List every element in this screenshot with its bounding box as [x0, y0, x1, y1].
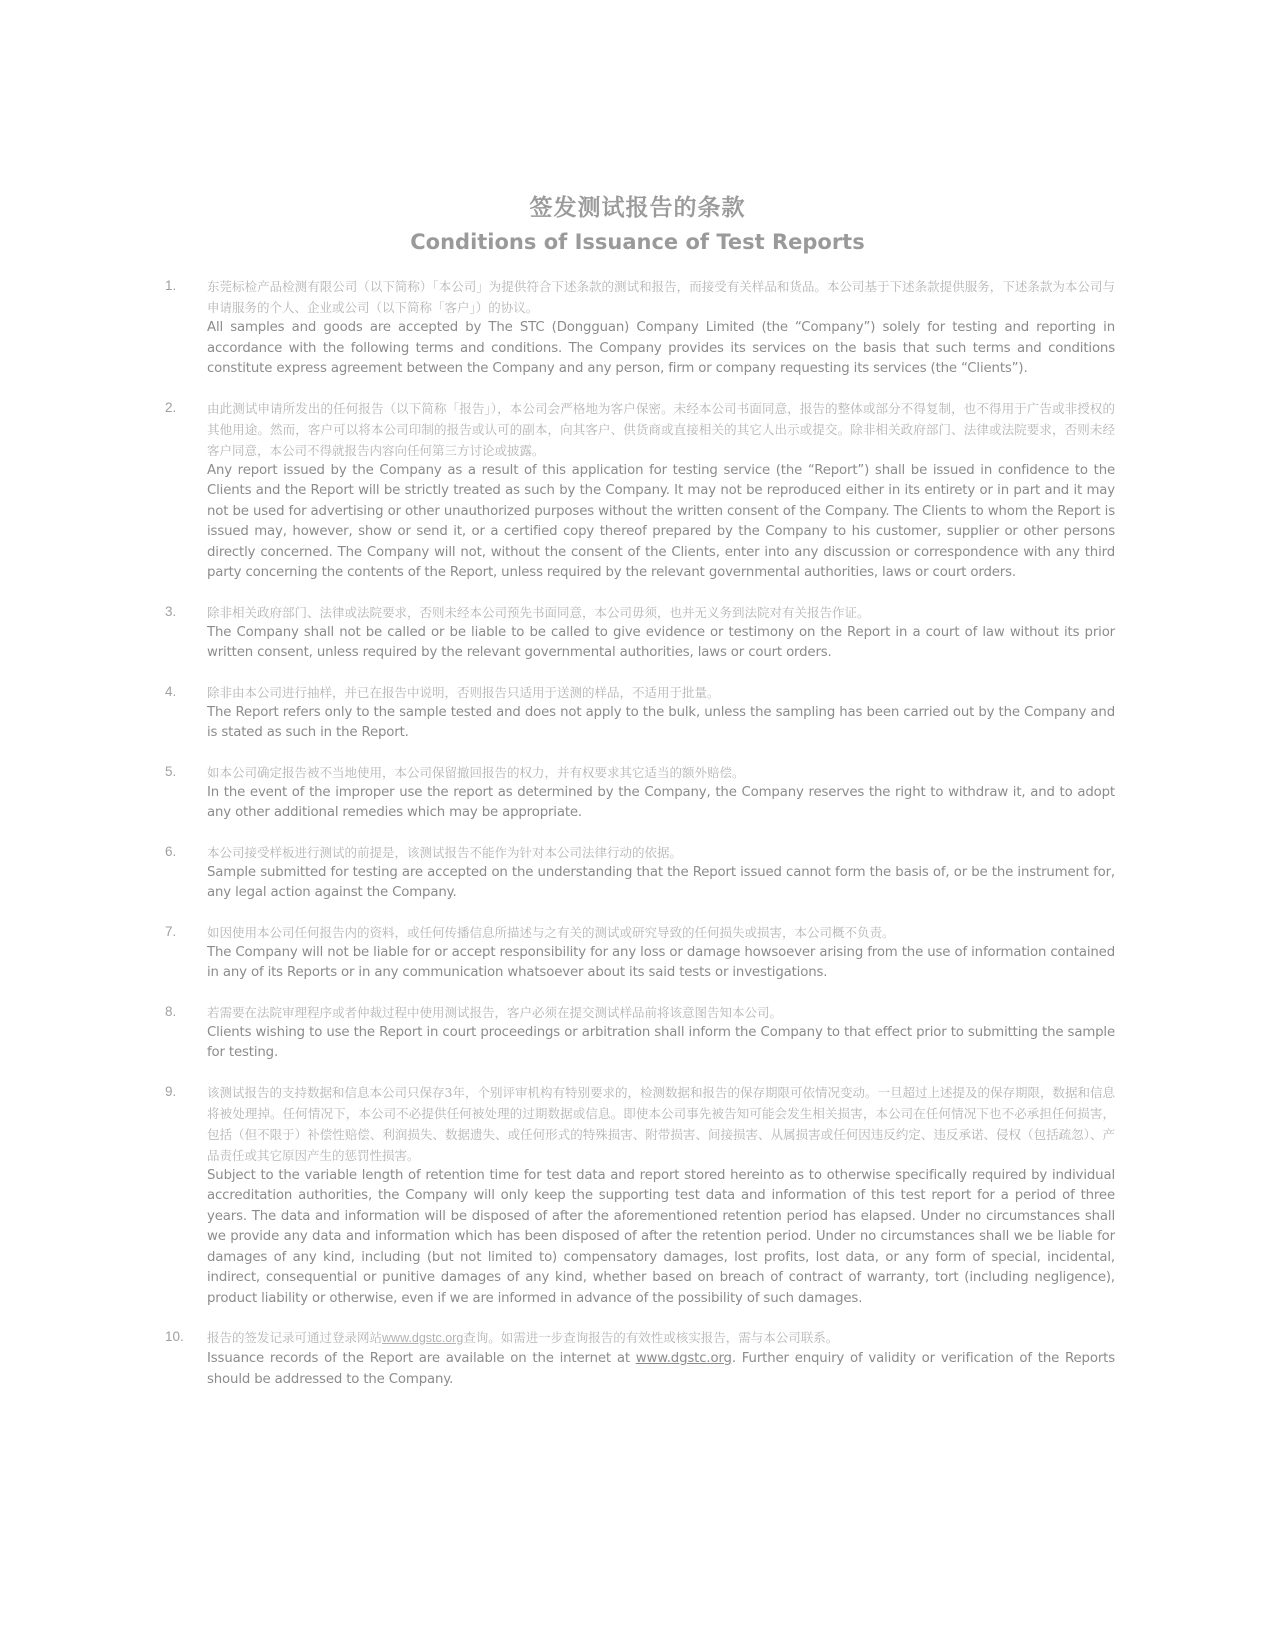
item-number: 8.: [165, 1003, 177, 1019]
condition-item-6: [165, 842, 1115, 904]
item-text-english: In the event of the improper use the report as determined by the Company, the Company reserves the right to withdraw it, and to adopt any other additional remedies which may be appropriate.: [207, 784, 1115, 820]
item-text-english: Any report issued by the Company as a result of this application for testing service (the “Report”) shall be issued in confidence to the Clients and the Report will be strictly treated as such by the Company. It may not be reproduced either in its entirety or in part and it may not be used for advertising or other unauthorized purposes without the written consent of the Company. The Clients to whom the Report is issued may, however, show or send it, or a certified copy thereof prepared by the Company to his customer, supplier or other persons directly concerned. The Company will not, without the consent of the Clients, enter into any discussion or correspondence with any third party concerning the contents of the Report, unless required by the relevant governmental authorities, laws or court orders.: [207, 462, 1115, 580]
item-text-english: [207, 1349, 1115, 1390]
condition-item-10: [165, 1327, 1115, 1390]
website-link[interactable]: www.dgstc.org: [635, 1351, 732, 1366]
item-text-chinese: 除非相关政府部门、法律或法院要求，否则未经本公司预先书面同意，本公司毋须，也并无义务到法院对有关报告作证。: [207, 604, 870, 620]
item-text-chinese-post: 查询。如需进一步查询报告的有效性或核实报告，需与本公司联系。: [463, 1330, 839, 1345]
item-number: 1.: [165, 278, 177, 293]
item-text-english-post: . Further enquiry of validity or verification of the Reports should be addressed to the Company.: [207, 1351, 1115, 1387]
item-text-english: Subject to the variable length of retention time for test data and report stored hereinto as to otherwise specifically required by individual accreditation authorities, the Company will only keep the supporting test data and information of this test report for a period of three years. The data and information will be disposed of after the aforementioned retention period has elapsed. Under no circumstances shall we provide any data and information which has been disposed of after the retention period. Under no circumstances shall we be liable for damages of any kind, including (but not limited to) compensatory damages, lost profits, lost data, or any form of special, incidental, indirect, consequential or punitive damages of any kind, whether based on breach of contract of warranty, tort (including negligence), product liability or otherwise, even if we are informed in advance of the possibility of such damages.: [207, 1167, 1115, 1306]
condition-item-8: [165, 1002, 1115, 1064]
condition-item-1: [165, 276, 1115, 380]
item-text-english: The Company will not be liable for or accept responsibility for any loss or damage howsoever arising from the use of information contained in any of its Reports or in any communication whatsoever about its said tests or investigations.: [207, 944, 1115, 980]
item-text-english: Clients wishing to use the Report in court proceedings or arbitration shall inform the Company to that effect prior to submitting the sample for testing.: [207, 1024, 1115, 1060]
item-text-chinese: 本公司接受样板进行测试的前提是，该测试报告不能作为针对本公司法律行动的依据。: [207, 844, 683, 860]
condition-item-9: [165, 1082, 1115, 1310]
item-text-chinese: 除非由本公司进行抽样，并已在报告中说明，否则报告只适用于送测的样品，不适用于批量。: [207, 684, 720, 700]
condition-item-3: [165, 602, 1115, 664]
item-number: 3.: [165, 603, 177, 619]
item-text-chinese: 如因使用本公司任何报告内的资料，或任何传播信息所描述与之有关的测试或研究导致的任何损失或损害，本公司概不负责。: [207, 924, 895, 940]
item-text-english-pre: Issuance records of the Report are available on the internet at: [207, 1351, 636, 1366]
item-text-chinese-pre: 报告的签发记录可通过登录网站: [207, 1330, 383, 1345]
item-number: 10.: [165, 1329, 184, 1344]
item-text-chinese: [207, 1327, 1115, 1349]
item-number: 4.: [165, 683, 177, 699]
item-text-chinese: 东莞标检产品检测有限公司（以下简称）「本公司」为提供符合下述条款的测试和报告，而接受有关样品和货品。本公司基于下述条款提供服务，下述条款为本公司与申请服务的个人、企业或公司（以下简称「客户」）的协议。: [207, 279, 1115, 315]
item-number: 6.: [165, 843, 177, 859]
item-number: 9.: [165, 1083, 177, 1099]
item-number: 5.: [165, 763, 177, 779]
condition-item-4: [165, 682, 1115, 744]
item-text-english: The Report refers only to the sample tested and does not apply to the bulk, unless the sampling has been carried out by the Company and is stated as such in the Report.: [207, 704, 1115, 740]
item-number: 7.: [165, 923, 177, 939]
condition-item-5: [165, 762, 1115, 824]
conditions-list: [165, 276, 1115, 1408]
website-link[interactable]: www.dgstc.org: [382, 1331, 464, 1345]
item-text-chinese: 该测试报告的支持数据和信息本公司只保存3年，个别评审机构有特别要求的，检测数据和报告的保存期限可依情况变动。一旦超过上述提及的保存期限，数据和信息将被处理掉。任何情况下，本公司不必提供任何被处理的过期数据或信息。即使本公司事先被告知可能会发生相关损害，本公司在任何情况下也不必承担任何损害，包括（但不限于）补偿性赔偿、利润损失、数据遗失、或任何形式的特殊损害、附带损害、间接损害、从属损害或任何因违反约定、违反承诺、侵权（包括疏忽）、产品责任或其它原因产生的惩罚性损害。: [207, 1084, 1115, 1163]
item-number: 2.: [165, 399, 177, 415]
item-text-chinese: 由此测试申请所发出的任何报告（以下简称「报告」），本公司会严格地为客户保密。未经本公司书面同意，报告的整体或部分不得复制，也不得用于广告或非授权的其他用途。然而，客户可以将本公司印制的报告或认可的副本，向其客户、供货商或直接相关的其它人出示或提交。除非相关政府部门、法律或法院要求，否则未经客户同意，本公司不得就报告内容向任何第三方讨论或披露。: [207, 400, 1115, 458]
condition-item-2: [165, 398, 1115, 584]
page-title-english: Conditions of Issuance of Test Reports: [410, 230, 865, 254]
item-text-english: Sample submitted for testing are accepted on the understanding that the Report issued cannot form the basis of, or be the instrument for, any legal action against the Company.: [207, 864, 1115, 900]
item-text-english: All samples and goods are accepted by The STC (Dongguan) Company Limited (the “Company”) solely for testing and reporting in accordance with the following terms and conditions. The Company provides its services on the basis that such terms and conditions constitute express agreement between the Company and any person, firm or company requesting its services (the “Clients”).: [207, 320, 1115, 376]
item-text-chinese: 若需要在法院审理程序或者仲裁过程中使用测试报告，客户必须在提交测试样品前将该意图告知本公司。: [207, 1004, 783, 1020]
item-text-chinese: 如本公司确定报告被不当地使用，本公司保留撤回报告的权力，并有权要求其它适当的额外赔偿。: [207, 764, 745, 780]
condition-item-7: [165, 922, 1115, 984]
item-text-english: The Company shall not be called or be liable to be called to give evidence or testimony on the Report in a court of law without its prior written consent, unless required by the relevant governmental authorities, laws or court orders.: [207, 624, 1115, 660]
page-title-chinese: 签发测试报告的条款: [529, 195, 746, 221]
